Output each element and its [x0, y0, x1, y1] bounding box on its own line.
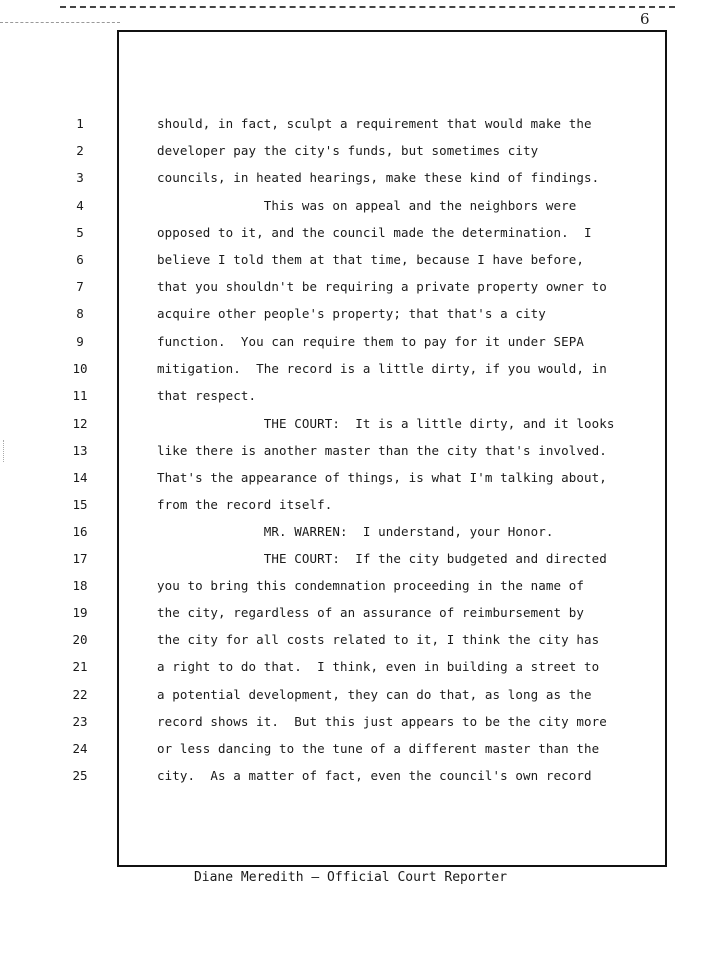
- line-number: 24: [72, 741, 88, 756]
- line-number: 10: [72, 361, 88, 376]
- transcript-line: record shows it. But this just appears to be the city more: [157, 714, 607, 729]
- line-number: 3: [76, 170, 84, 185]
- line-number: 25: [72, 768, 88, 783]
- line-number: 7: [76, 279, 84, 294]
- line-number: 20: [72, 632, 88, 647]
- line-number: 19: [72, 605, 88, 620]
- line-number: 5: [76, 225, 84, 240]
- line-number: 22: [72, 687, 88, 702]
- line-number: 17: [72, 551, 88, 566]
- line-number: 14: [72, 470, 88, 485]
- transcript-line: That's the appearance of things, is what I'm talking about,: [157, 470, 607, 485]
- transcript-line: or less dancing to the tune of a different master than the: [157, 741, 600, 756]
- scan-smudge: [3, 440, 20, 462]
- transcript-line: opposed to it, and the council made the determination. I: [157, 225, 592, 240]
- transcript-line: developer pay the city's funds, but sometimes city: [157, 143, 539, 158]
- line-number: 8: [76, 306, 84, 321]
- transcript-line: a potential development, they can do that, as long as the: [157, 687, 592, 702]
- transcript-line: MR. WARREN: I understand, your Honor.: [157, 524, 554, 539]
- transcript-line: mitigation. The record is a little dirty, if you would, in: [157, 361, 607, 376]
- header-rule: [60, 6, 675, 8]
- transcript-line: should, in fact, sculpt a requirement that would make the: [157, 116, 592, 131]
- transcript-line: the city for all costs related to it, I think the city has: [157, 632, 600, 647]
- line-number: 23: [72, 714, 88, 729]
- transcript-line: from the record itself.: [157, 497, 333, 512]
- transcript-line: a right to do that. I think, even in building a street to: [157, 659, 600, 674]
- line-number: 18: [72, 578, 88, 593]
- line-number: 1: [76, 116, 84, 131]
- transcript-line: function. You can require them to pay for it under SEPA: [157, 334, 585, 349]
- line-number: 2: [76, 143, 84, 158]
- line-number: 16: [72, 524, 88, 539]
- transcript-line: THE COURT: If the city budgeted and directed: [157, 551, 607, 566]
- transcript-line: the city, regardless of an assurance of reimbursement by: [157, 605, 585, 620]
- transcript-line: like there is another master than the city that's involved.: [157, 443, 607, 458]
- transcript-line: that you shouldn't be requiring a private property owner to: [157, 279, 607, 294]
- transcript-line: acquire other people's property; that that's a city: [157, 306, 546, 321]
- line-number: 13: [72, 443, 88, 458]
- transcript-line: councils, in heated hearings, make these kind of findings.: [157, 170, 600, 185]
- transcript-line: you to bring this condemnation proceeding in the name of: [157, 578, 585, 593]
- header-rule-secondary: [0, 22, 120, 23]
- line-number: 15: [72, 497, 88, 512]
- line-number: 21: [72, 659, 88, 674]
- reporter-footer: Diane Meredith – Official Court Reporter: [193, 870, 508, 885]
- transcript-line: city. As a matter of fact, even the council's own record: [157, 768, 592, 783]
- line-number: 11: [72, 388, 88, 403]
- line-number: 9: [76, 334, 84, 349]
- transcript-line: that respect.: [157, 388, 257, 403]
- transcript-line: This was on appeal and the neighbors were: [157, 198, 577, 213]
- transcript-line: believe I told them at that time, because I have before,: [157, 252, 585, 267]
- page-number: 6: [640, 10, 650, 28]
- line-number: 12: [72, 416, 88, 431]
- line-number: 6: [76, 252, 84, 267]
- transcript-line: THE COURT: It is a little dirty, and it looks: [157, 416, 615, 431]
- line-number: 4: [76, 198, 84, 213]
